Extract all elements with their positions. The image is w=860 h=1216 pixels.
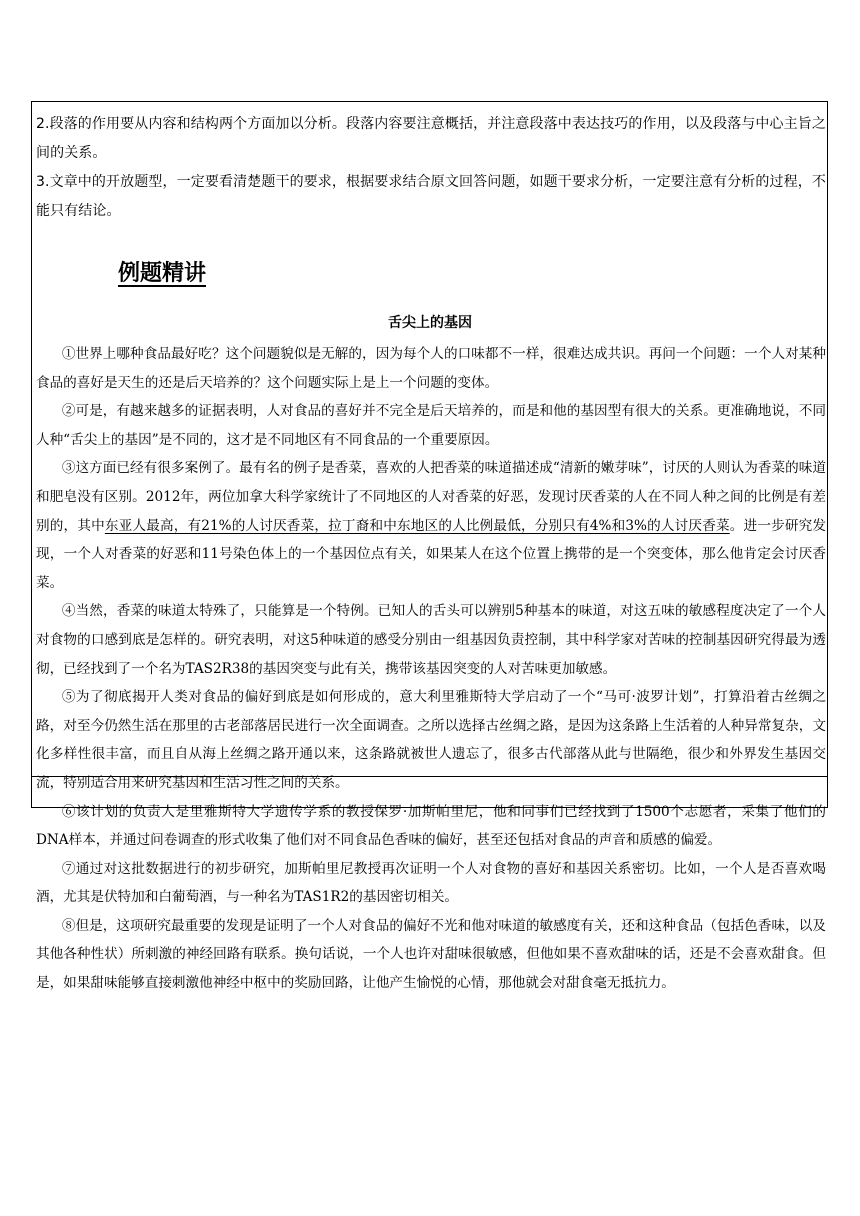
paragraph-1: ①世界上哪种食品最好吃？这个问题貌似是无解的，因为每个人的口味都不一样，很难达成共识。再问一个问题：一个人对某种食品的喜好是天生的还是后天培养的？这个问题实际上是上一个问题的变体。 <box>36 346 826 391</box>
paragraph-2: ②可是，有越来越多的证据表明，人对食品的喜好并不完全是后天培养的，而是和他的基因型有很大的关系。更准确地说，不同人种“舌尖上的基因”是不同的，这才是不同地区有不同食品的一个重要原因。 <box>36 403 826 448</box>
paragraph-3-part-a: ③这方面已经有很多案例了。最有名的例子是香菜，喜欢的人把香菜的味道描述成“清新的嫩芽味”，讨厌的人则认为香菜的味道和肥皂没有区别。2012年，两位加拿大科学家统计了不同地区的人对香菜的好恶，发现讨厌香菜的人在不同人种之间的比例是有差别的，其中 <box>36 460 826 534</box>
note-3: 3.文章中的开放题型，一定要看清楚题干的要求，根据要求结合原文回答问题，如题干要求分析，一定要注意有分析的过程，不能只有结论。 <box>36 174 826 219</box>
paragraph-5: ⑤为了彻底揭开人类对食品的偏好到底是如何形成的，意大利里雅斯特大学启动了一个“马可·波罗计划”，打算沿着古丝绸之路，对至今仍然生活在那里的古老部落居民进行一次全面调查。之所以选择古丝绸之路，是因为这条路上生活着的人种异常复杂，文化多样性很丰富，而且自从海上丝绸之路开通以来，这条路就被世人遗忘了，很多古代部落从此与世隔绝，很少和外界发生基因交流，特别适合用来研究基因和生活习性之间的关系。 <box>36 689 826 791</box>
paragraph-8: ⑧但是，这项研究最重要的发现是证明了一个人对食品的偏好不光和他对味道的敏感度有关，还和这种食品（包括色香味，以及其他各种性状）所刺激的神经回路有联系。换句话说，一个人也许对甜味很敏感，但他如果不喜欢甜味的话，还是不会喜欢甜食。但是，如果甜味能够直接刺激他神经中枢中的奖励回路，让他产生愉悦的心情，那他就会对甜食毫无抵抗力。 <box>36 917 826 992</box>
article-title: 舌尖上的基因 <box>388 315 472 331</box>
paragraph-3-part-b: 。进一步研究发现，一个人对香菜的好恶和11号染色体上的一个基因位点有关，如果某人在这个位置上携带的是一个突变体，那么他肯定会讨厌香菜。 <box>36 517 827 591</box>
method-notes <box>36 110 826 226</box>
section-heading: 例题精讲 <box>118 261 207 286</box>
paragraph-3 <box>36 454 826 597</box>
paragraph-4: ④当然，香菜的味道太特殊了，只能算是一个特例。已知人的舌头可以辨别5种基本的味道，对这五味的敏感程度决定了一个人对食物的口感到底是怎样的。研究表明，对这5种味道的感受分别由一组基因负责控制，其中科学家对苦味的控制基因研究得最为透彻，已经找到了一个名为TAS2R38的基因突变与此有关，携带该基因突变的人对苦味更加敏感。 <box>36 603 826 677</box>
note-2: 2.段落的作用要从内容和结构两个方面加以分析。段落内容要注意概括，并注意段落中表达技巧的作用，以及段落与中心主旨之间的关系。 <box>36 116 826 161</box>
paragraph-3-underlined: 东亚人最高，有21%的人讨厌香菜，拉丁裔和中东地区的人比例最低，分别只有4%和3%的人讨厌香菜 <box>104 517 730 534</box>
paragraph-7: ⑦通过对这批数据进行的初步研究，加斯帕里尼教授再次证明一个人对食物的喜好和基因关系密切。比如，一个人是否喜欢喝酒，尤其是伏特加和白葡萄酒，与一种名为TAS1R2的基因密切相关。 <box>36 860 826 906</box>
paragraph-6: ⑥该计划的负责人是里雅斯特大学遗传学系的教授保罗·加斯帕里尼，他和同事们已经找到了1500个志愿者，采集了他们的DNA样本，并通过问卷调查的形式收集了他们对不同食品色香味的偏好，甚至还包括对食品的声音和质感的偏爱。 <box>36 803 826 849</box>
article-body <box>36 340 826 998</box>
